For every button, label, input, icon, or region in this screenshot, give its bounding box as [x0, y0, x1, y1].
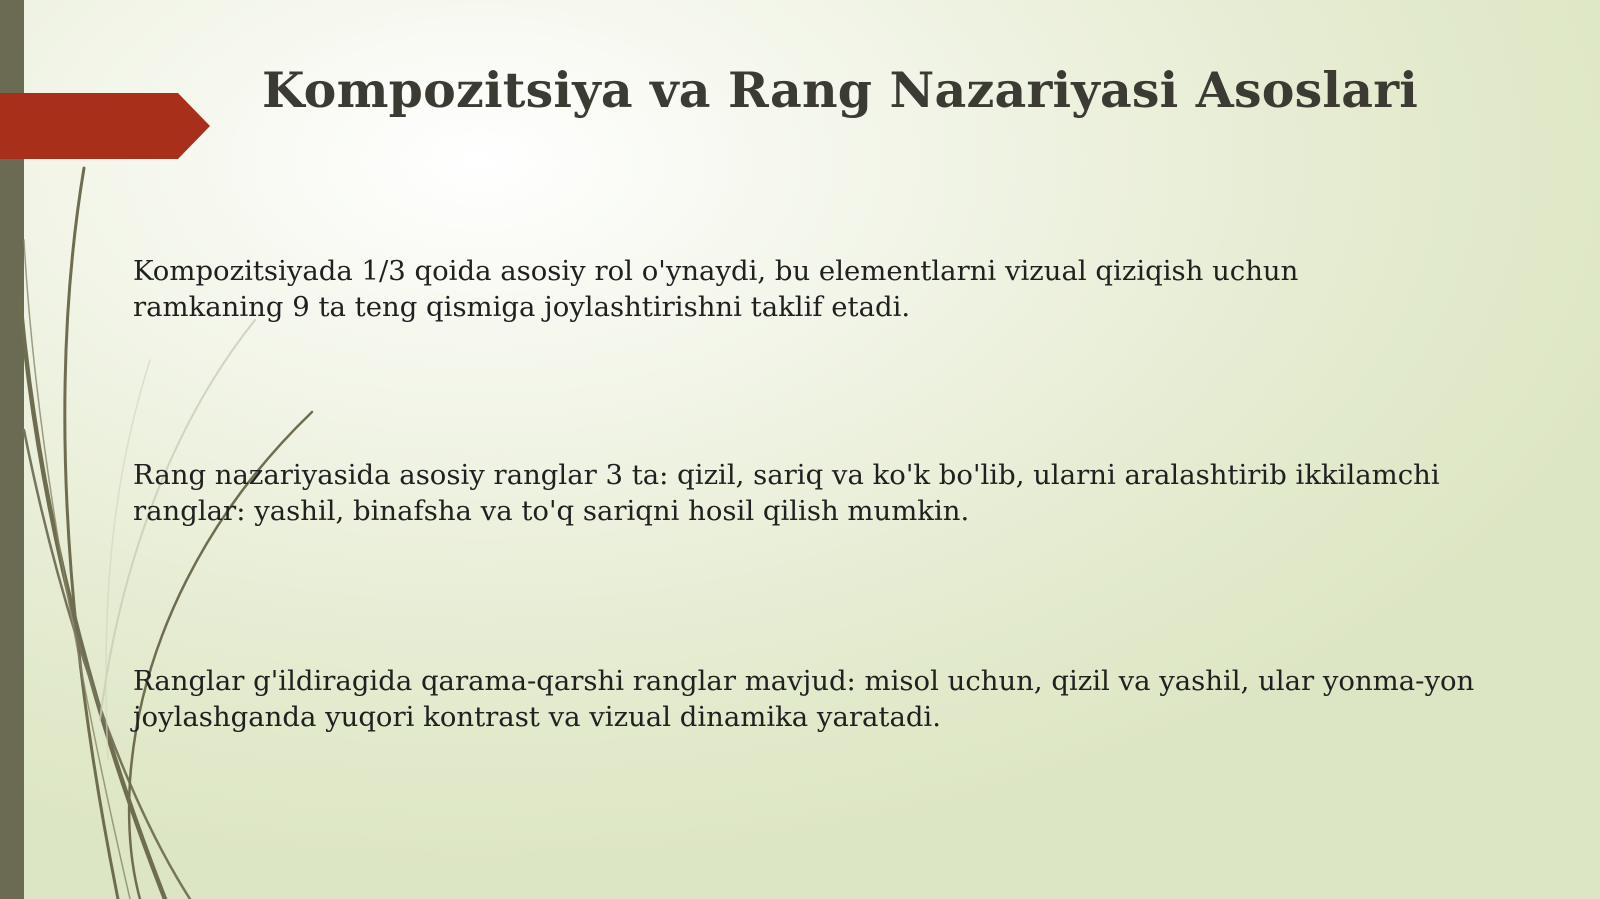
- paragraph-color-theory: [133, 457, 1563, 529]
- paragraph-line: ramkaning 9 ta teng qismiga joylashtirishni taklif etadi.: [133, 291, 911, 323]
- paragraph-line: Kompozitsiyada 1/3 qoida asosiy rol o'ynaydi, bu elementlarni vizual qiziqish uchun: [133, 255, 1299, 287]
- paragraph-line: ranglar: yashil, binafsha va to'q sariqni hosil qilish mumkin.: [133, 495, 970, 527]
- paragraph-line: joylashganda yuqori kontrast va vizual dinamika yaratadi.: [133, 701, 941, 733]
- slide-title: Kompozitsiya va Rang Nazariyasi Asoslari: [261, 61, 1419, 119]
- paragraph-line: Ranglar g'ildiragida qarama-qarshi ranglar mavjud: misol uchun, qizil va yashil, ular yonma-yon: [133, 665, 1475, 697]
- red-arrow-ribbon: [0, 93, 210, 159]
- paragraph-color-wheel: [133, 663, 1563, 735]
- paragraph-composition: [133, 253, 1563, 325]
- paragraph-line: Rang nazariyasida asosiy ranglar 3 ta: qizil, sariq va ko'k bo'lib, ularni aralashtirib ikkilamchi: [133, 459, 1440, 491]
